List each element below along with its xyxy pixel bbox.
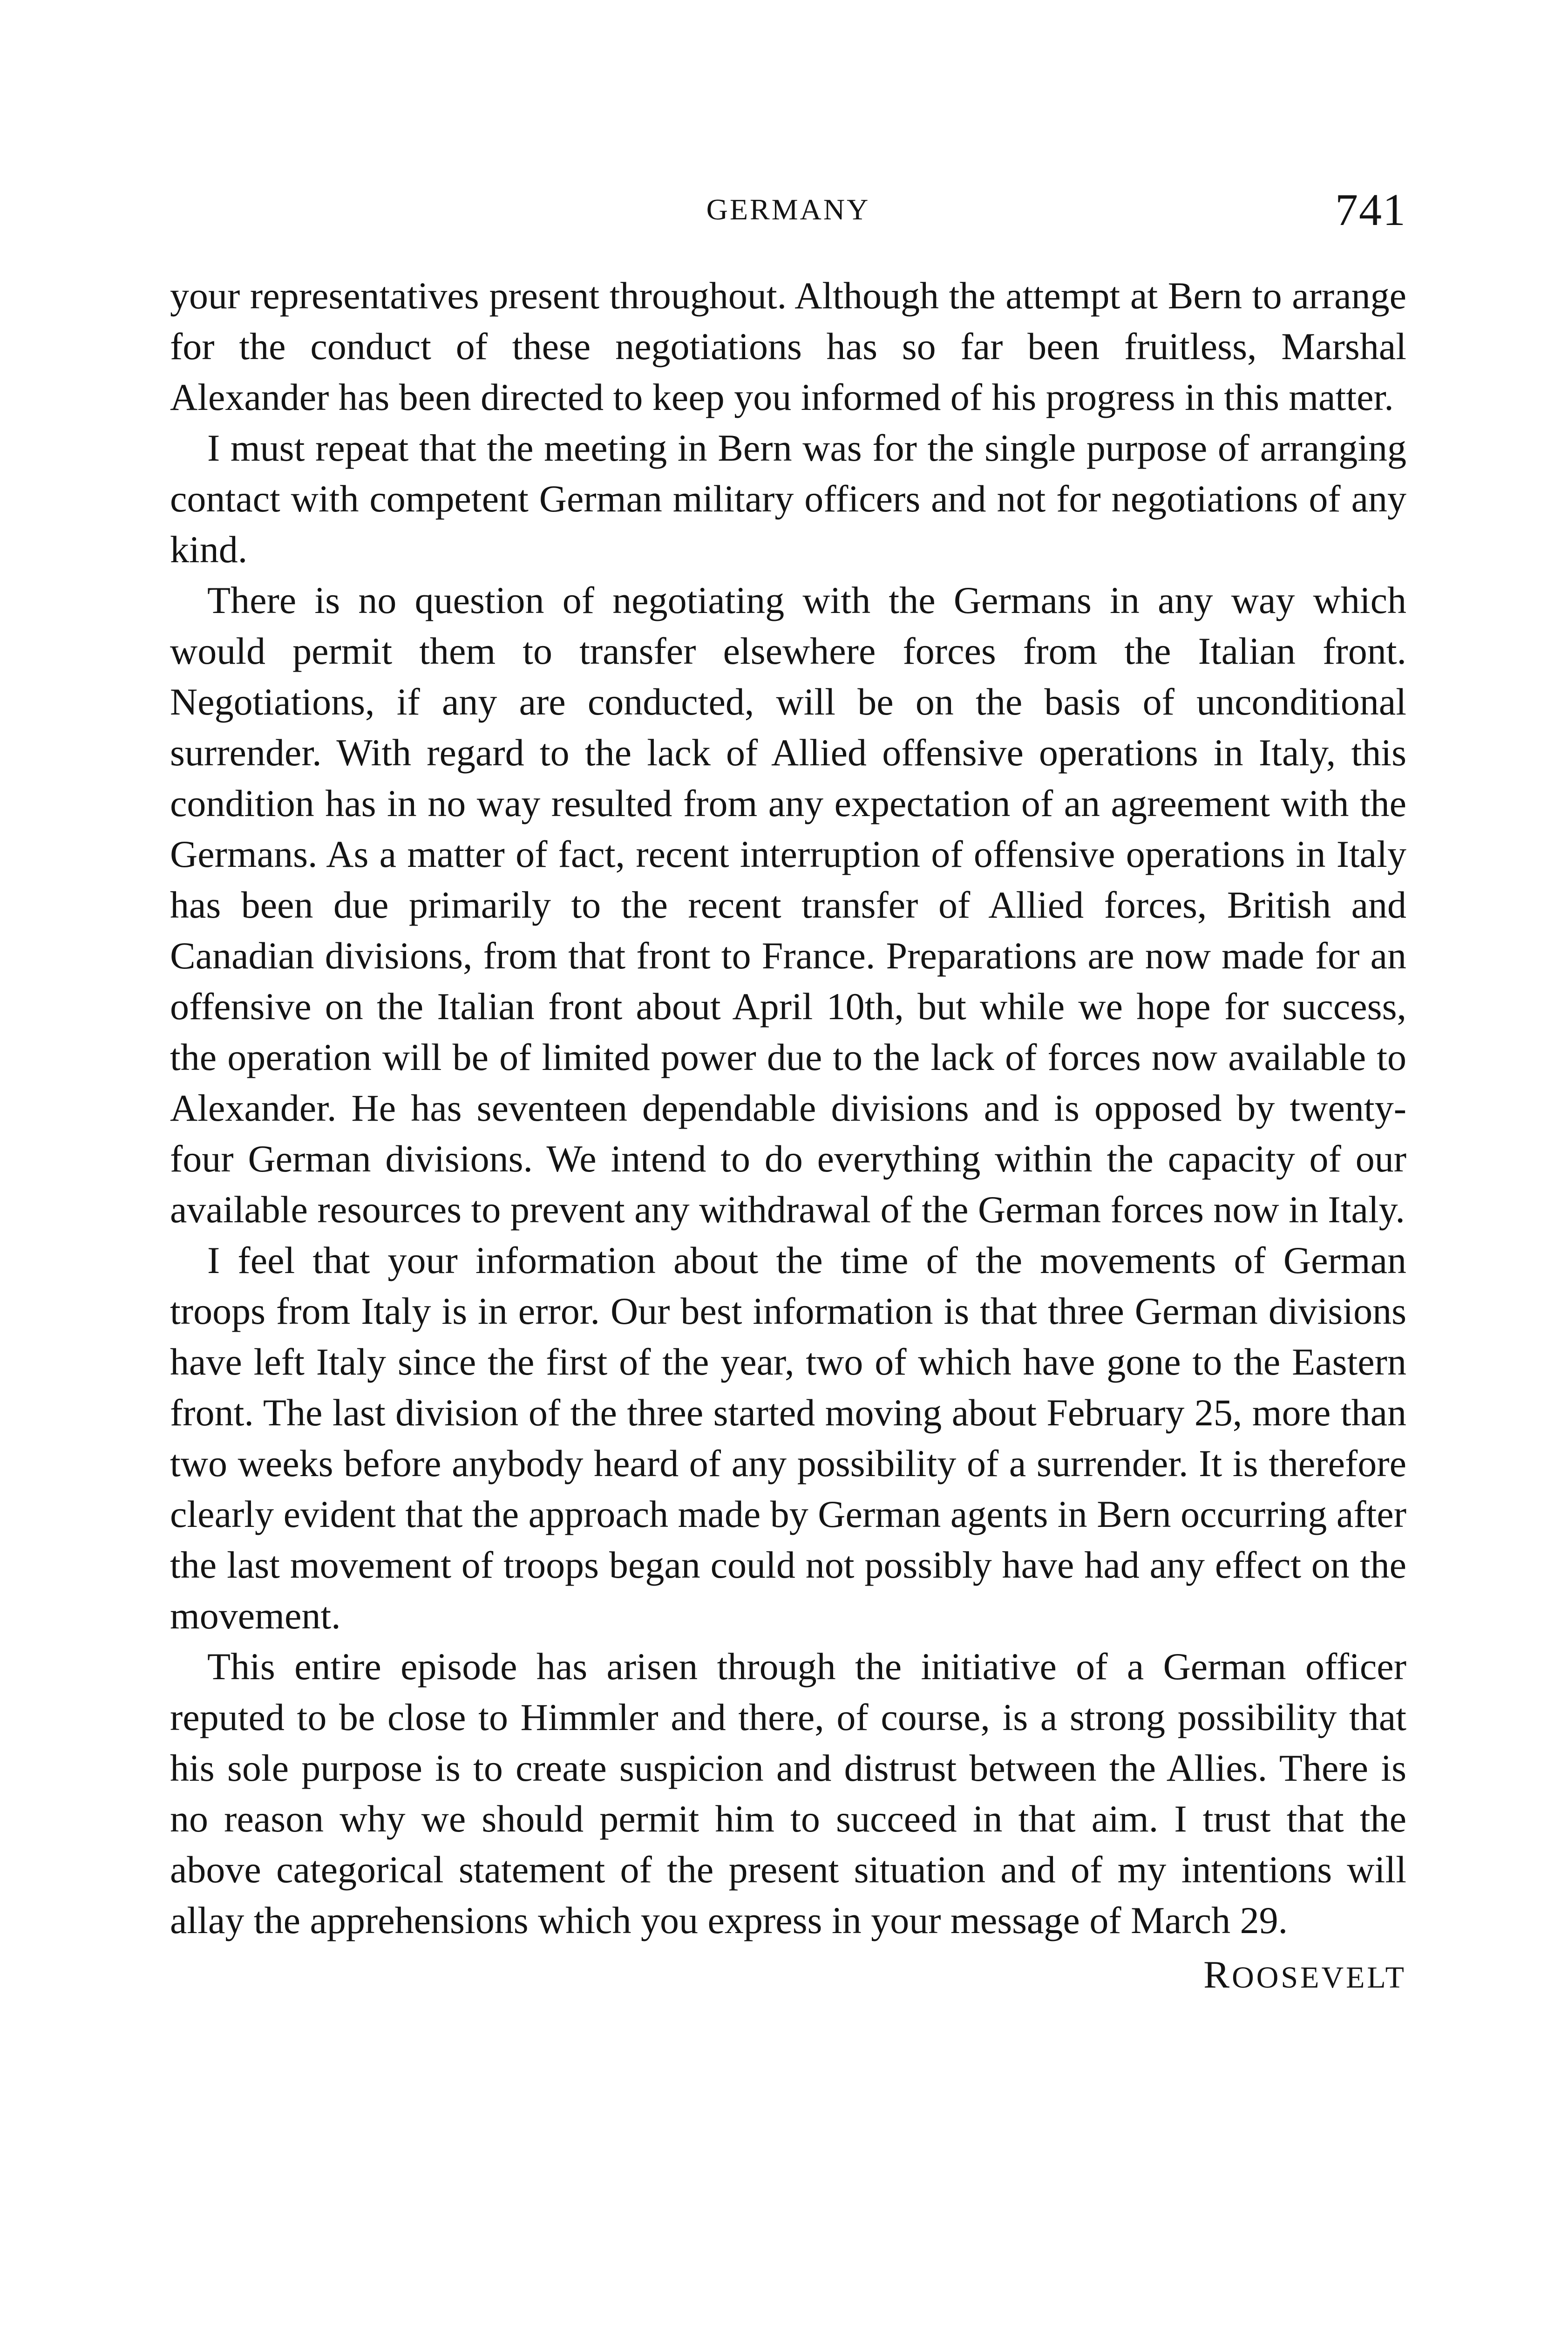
page-number: 741 xyxy=(1335,185,1406,235)
paragraph-bern-meeting: I must repeat that the meeting in Bern was for the single purpose of arranging contact with competent German military officers and not for negotiations of any kind. xyxy=(170,427,1406,571)
signature xyxy=(170,1949,1406,2003)
body-text xyxy=(170,270,1406,2003)
paragraph-continuation: your representatives present throughout. Although the attempt at Bern to arrange for the conduct of these negotiations has so far been fruitless, Marshal Alexander has been directed to keep you informed of his progress in this matter. xyxy=(170,274,1406,418)
paragraph-episode: This entire episode has arisen through the initiative of a German officer reputed to be close to Himmler and there, of course, is a strong possibility that his sole purpose is to create suspicion and distrust between the Allies. There is no reason why we should permit him to succeed in that aim. I trust that the above categorical statement of the present situation and of my intentions will allay the apprehensions which you express in your message of March 29. xyxy=(170,1645,1406,1941)
signature-initial: R xyxy=(1203,1953,1232,1996)
running-head xyxy=(170,184,1406,235)
paragraph-no-negotiation: There is no question of negotiating with the Germans in any way which would permit them to transfer elsewhere forces from the Italian front. Negotiations, if any are conducted, will be on the basis of unconditional surrender. With regard to the lack of Allied offensive operations in Italy, this condition has in no way resulted from any expectation of an agreement with the Germans. As a matter of fact, recent interruption of offensive operations in Italy has been due primarily to the recent transfer of Allied forces, British and Canadian divisions, from that front to France. Preparations are now made for an offensive on the Italian front about April 10th, but while we hope for success, the operation will be of limited power due to the lack of forces now available to Alexander. He has seventeen dependable divisions and is opposed by twenty-four German divisions. We intend to do everything within the capacity of our available resources to prevent any withdrawal of the German forces now in Italy. xyxy=(170,579,1406,1231)
paragraph-troop-movements: I feel that your information about the time of the movements of German troops from Italy is in error. Our best information is that three German divisions have left Italy since the first of the year, two of which have gone to the Eastern front. The last division of the three started moving about February 25, more than two weeks before anybody heard of any possibility of a surrender. It is therefore clearly evident that the approach made by German agents in Bern occurring after the last movement of troops began could not possibly have had any effect on the movement. xyxy=(170,1239,1406,1637)
signature-rest: OOSEVELT xyxy=(1232,1961,1406,1995)
running-title: GERMANY xyxy=(706,193,870,226)
